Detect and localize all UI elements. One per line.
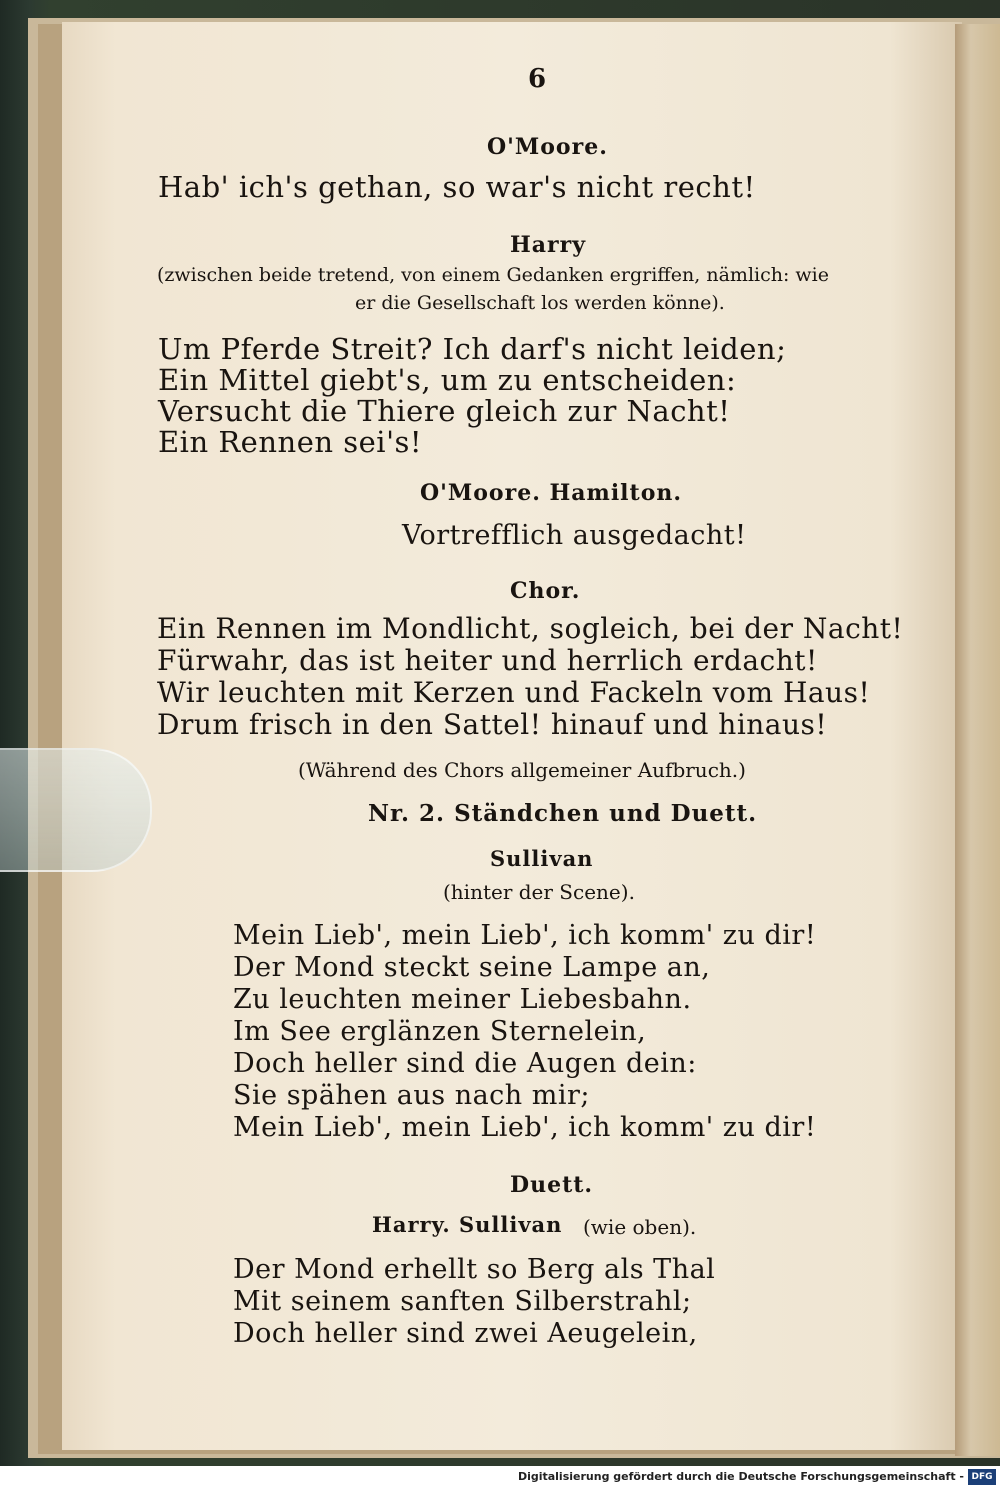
verse-line: Fürwahr, das ist heiter und herrlich erdacht! xyxy=(157,644,818,677)
speaker-label: Harry. Sullivan xyxy=(372,1212,563,1237)
verse-line: Drum frisch in den Sattel! hinauf und hinaus! xyxy=(157,708,828,741)
verse-line: Mein Lieb', mein Lieb', ich komm' zu dir! xyxy=(233,1112,817,1143)
dfg-logo: DFG xyxy=(968,1469,996,1485)
verse-line: Mein Lieb', mein Lieb', ich komm' zu dir! xyxy=(233,920,817,951)
speaker-label: Chor. xyxy=(510,578,581,604)
verse-line: Um Pferde Streit? Ich darf's nicht leiden; xyxy=(158,332,787,366)
stage-direction: (wie oben). xyxy=(583,1215,697,1239)
verse-line: Ein Rennen sei's! xyxy=(158,425,423,459)
footer-bar xyxy=(0,1466,1000,1489)
stage-direction: (zwischen beide tretend, von einem Gedanken ergriffen, nämlich: wie xyxy=(157,264,829,286)
verse-line: Zu leuchten meiner Liebesbahn. xyxy=(233,984,692,1015)
verse-line: Ein Mittel giebt's, um zu entscheiden: xyxy=(158,363,737,397)
verse-line: Wir leuchten mit Kerzen und Fackeln vom Haus! xyxy=(157,676,871,709)
verse-line: Doch heller sind die Augen dein: xyxy=(233,1048,697,1079)
speaker-label: O'Moore. xyxy=(487,134,608,160)
verse-line: Doch heller sind zwei Aeugelein, xyxy=(233,1318,698,1349)
verse-line: Der Mond steckt seine Lampe an, xyxy=(233,952,711,983)
page-number: 6 xyxy=(528,64,547,94)
verse-line: Hab' ich's gethan, so war's nicht recht! xyxy=(158,170,756,204)
stage-direction: (Während des Chors allgemeiner Aufbruch.) xyxy=(298,758,746,782)
verse-line: Versucht die Thiere gleich zur Nacht! xyxy=(158,394,731,428)
verse-line: Vortrefflich ausgedacht! xyxy=(402,520,747,551)
speaker-label: Harry xyxy=(510,232,587,258)
stage-direction: (hinter der Scene). xyxy=(443,880,635,904)
footer-credit: Digitalisierung gefördert durch die Deutsche Forschungsgemeinschaft - xyxy=(517,1470,964,1483)
number-heading: Nr. 2. Ständchen und Duett. xyxy=(368,800,758,827)
verse-line: Der Mond erhellt so Berg als Thal xyxy=(233,1254,716,1285)
verse-line: Im See erglänzen Sternelein, xyxy=(233,1016,647,1047)
verse-line: Mit seinem sanften Silberstrahl; xyxy=(233,1286,692,1317)
page-right-edge xyxy=(955,24,1000,1456)
speaker-label: O'Moore. Hamilton. xyxy=(420,480,683,506)
section-heading: Duett. xyxy=(510,1172,594,1198)
verse-line: Sie spähen aus nach mir; xyxy=(233,1080,591,1111)
page-clip xyxy=(0,748,152,872)
stage-direction: er die Gesellschaft los werden könne). xyxy=(355,292,725,314)
speaker-label: Sullivan xyxy=(490,846,594,871)
verse-line: Ein Rennen im Mondlicht, sogleich, bei der Nacht! xyxy=(157,612,904,645)
